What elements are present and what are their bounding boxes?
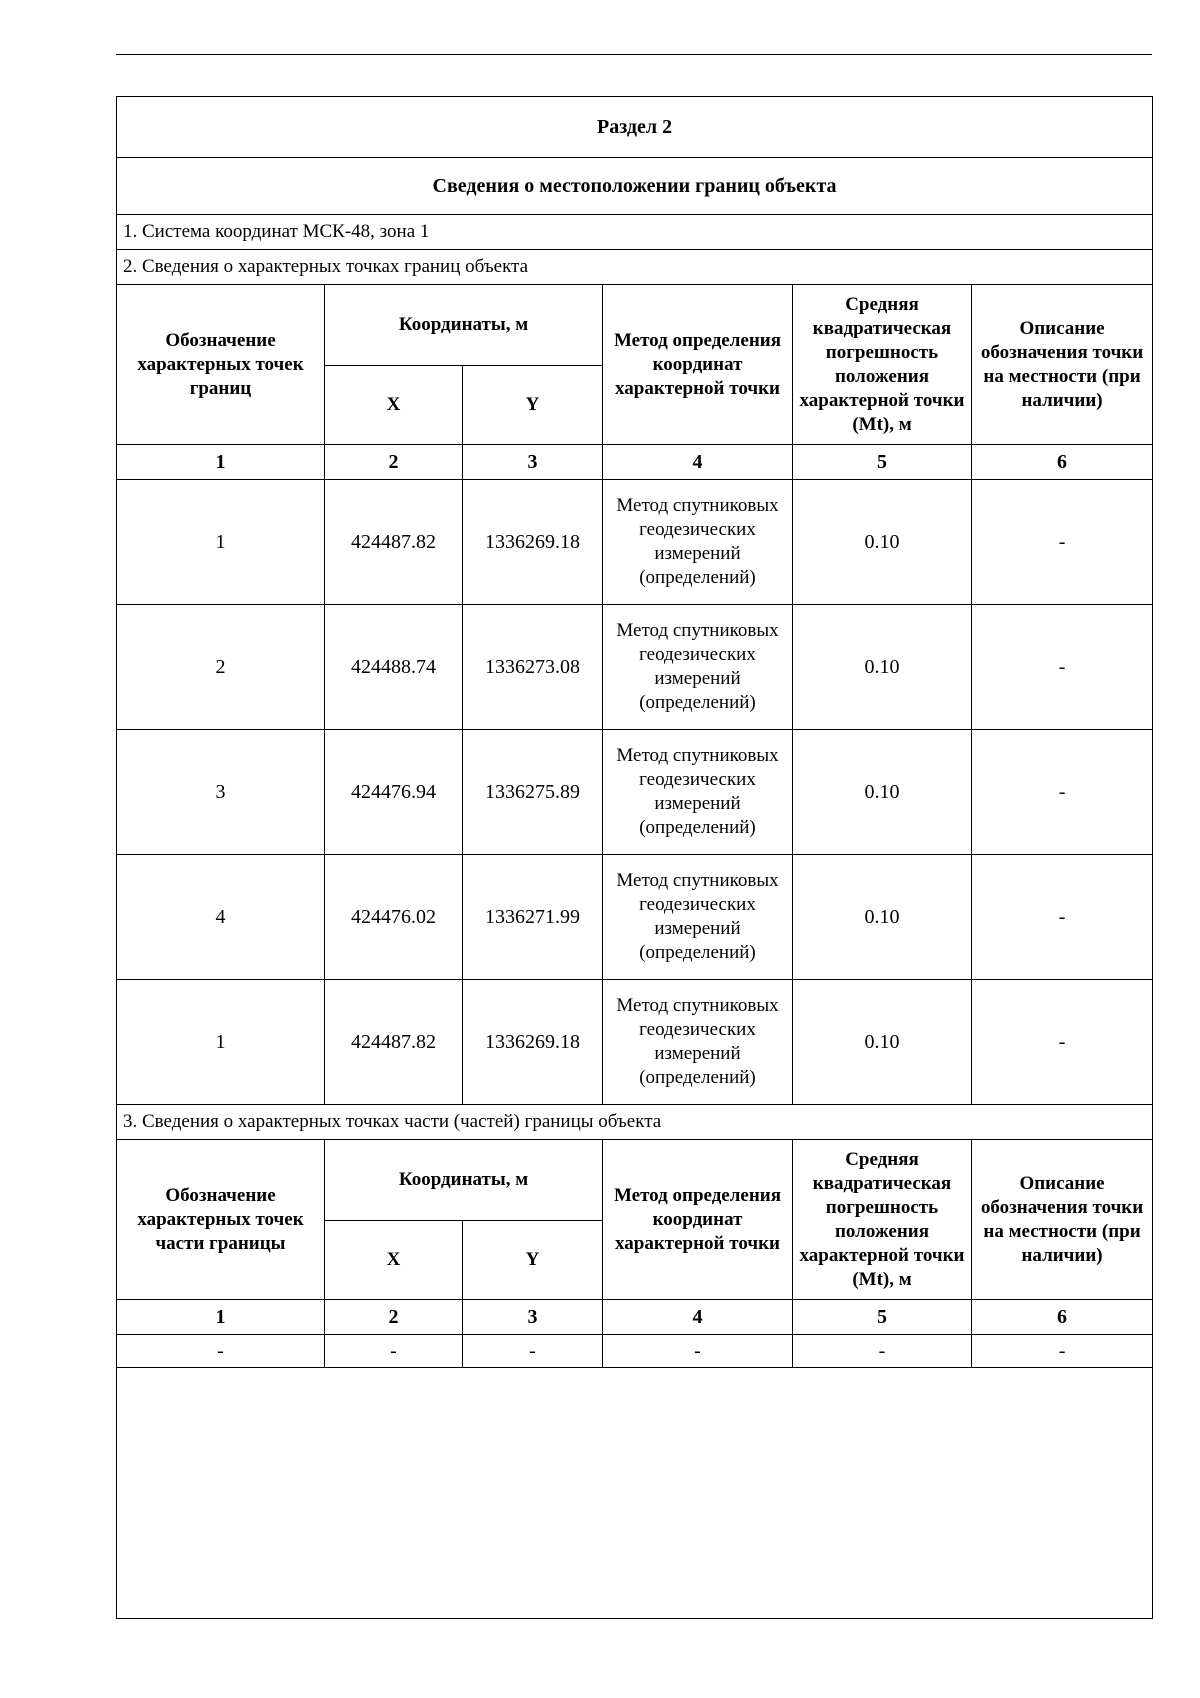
method: - <box>603 1335 793 1368</box>
header-coordinates: Координаты, м <box>325 1140 603 1221</box>
coord-x: 424487.82 <box>325 980 463 1105</box>
point-id: 3 <box>117 730 325 855</box>
description: - <box>972 480 1153 605</box>
coord-x: - <box>325 1335 463 1368</box>
method: Метод спутниковых геодезических измерений (определений) <box>603 480 793 605</box>
coord-y: 1336269.18 <box>463 980 603 1105</box>
coord-x: 424476.02 <box>325 855 463 980</box>
part2-caption: 3. Сведения о характерных точках части (частей) границы объекта <box>117 1105 1153 1140</box>
col-number: 5 <box>793 1300 972 1335</box>
part1-caption: 2. Сведения о характерных точках границ объекта <box>117 250 1153 285</box>
point-id: 2 <box>117 605 325 730</box>
error: 0.10 <box>793 855 972 980</box>
col-number: 4 <box>603 1300 793 1335</box>
header-x: X <box>325 1221 463 1300</box>
header-point: Обозначение характерных точек части границы <box>117 1140 325 1300</box>
header-y: Y <box>463 366 603 445</box>
header-y: Y <box>463 1221 603 1300</box>
coord-y: 1336269.18 <box>463 480 603 605</box>
col-number: 1 <box>117 1300 325 1335</box>
method: Метод спутниковых геодезических измерений (определений) <box>603 855 793 980</box>
coord-x: 424488.74 <box>325 605 463 730</box>
coord-y: - <box>463 1335 603 1368</box>
point-id: 1 <box>117 480 325 605</box>
error: 0.10 <box>793 980 972 1105</box>
header-rule <box>116 54 1152 55</box>
point-id: - <box>117 1335 325 1368</box>
section-subtitle: Сведения о местоположении границ объекта <box>117 158 1153 215</box>
col-number: 6 <box>972 445 1153 480</box>
header-method: Метод определения координат характерной точки <box>603 1140 793 1300</box>
col-number: 2 <box>325 445 463 480</box>
col-number: 6 <box>972 1300 1153 1335</box>
header-error: Средняя квадратическая погрешность положения характерной точки (Mt), м <box>793 285 972 445</box>
description: - <box>972 605 1153 730</box>
col-number: 3 <box>463 445 603 480</box>
col-number: 2 <box>325 1300 463 1335</box>
description: - <box>972 855 1153 980</box>
coordinate-system: 1. Система координат МСК-48, зона 1 <box>117 215 1153 250</box>
header-error: Средняя квадратическая погрешность положения характерной точки (Mt), м <box>793 1140 972 1300</box>
header-x: X <box>325 366 463 445</box>
table-row <box>117 855 1153 980</box>
method: Метод спутниковых геодезических измерений (определений) <box>603 605 793 730</box>
description: - <box>972 1335 1153 1368</box>
point-id: 4 <box>117 855 325 980</box>
boundary-info-table <box>116 96 1153 1619</box>
description: - <box>972 980 1153 1105</box>
header-coordinates: Координаты, м <box>325 285 603 366</box>
table-row <box>117 730 1153 855</box>
method: Метод спутниковых геодезических измерений (определений) <box>603 980 793 1105</box>
header-description: Описание обозначения точки на местности (при наличии) <box>972 285 1153 445</box>
description: - <box>972 730 1153 855</box>
col-number: 5 <box>793 445 972 480</box>
error: 0.10 <box>793 605 972 730</box>
coord-x: 424487.82 <box>325 480 463 605</box>
error: 0.10 <box>793 480 972 605</box>
col-number: 4 <box>603 445 793 480</box>
coord-y: 1336271.99 <box>463 855 603 980</box>
coord-y: 1336275.89 <box>463 730 603 855</box>
blank-area <box>117 1368 1153 1619</box>
error: 0.10 <box>793 730 972 855</box>
table-row <box>117 980 1153 1105</box>
error: - <box>793 1335 972 1368</box>
header-description: Описание обозначения точки на местности (при наличии) <box>972 1140 1153 1300</box>
header-method: Метод определения координат характерной точки <box>603 285 793 445</box>
coord-y: 1336273.08 <box>463 605 603 730</box>
table-row <box>117 480 1153 605</box>
col-number: 3 <box>463 1300 603 1335</box>
col-number: 1 <box>117 445 325 480</box>
coord-x: 424476.94 <box>325 730 463 855</box>
table-row <box>117 605 1153 730</box>
header-point: Обозначение характерных точек границ <box>117 285 325 445</box>
method: Метод спутниковых геодезических измерений (определений) <box>603 730 793 855</box>
point-id: 1 <box>117 980 325 1105</box>
section-title: Раздел 2 <box>117 97 1153 158</box>
table-row <box>117 1335 1153 1368</box>
